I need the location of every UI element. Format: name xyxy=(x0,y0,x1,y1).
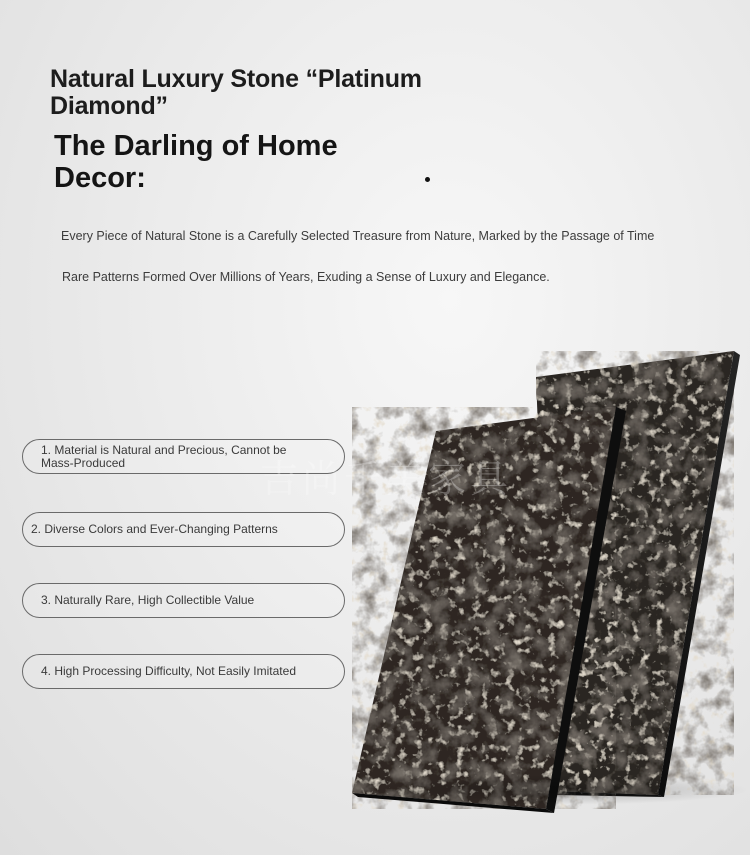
stone-slabs-image xyxy=(340,345,750,825)
feature-pill-2 xyxy=(22,512,345,547)
headline-text: Natural Luxury Stone “Platinum Diamond” xyxy=(50,65,422,120)
stone-slabs-illustration xyxy=(340,345,750,825)
headline xyxy=(50,66,450,120)
stone-shadow xyxy=(370,775,750,805)
feature-pill-3 xyxy=(22,583,345,618)
watermark: 吉尚千美家具 xyxy=(260,457,513,501)
feature-text-2: 2. Diverse Colors and Ever-Changing Patterns xyxy=(31,522,278,536)
feature-text-4: 4. High Processing Difficulty, Not Easily Imitated xyxy=(41,664,296,678)
feature-pill-4 xyxy=(22,654,345,689)
subheadline: The Darling of Home Decor: xyxy=(54,130,338,194)
description-line-1: Every Piece of Natural Stone is a Carefully Selected Treasure from Nature, Marked by the Passage of Time xyxy=(61,229,655,243)
description-line-2: Rare Patterns Formed Over Millions of Years, Exuding a Sense of Luxury and Elegance. xyxy=(62,270,550,284)
feature-text-3: 3. Naturally Rare, High Collectible Value xyxy=(41,593,255,607)
feature-text-1: 1. Material is Natural and Precious, Cannot be Mass-Produced xyxy=(41,442,287,470)
decorative-dot xyxy=(425,177,430,182)
